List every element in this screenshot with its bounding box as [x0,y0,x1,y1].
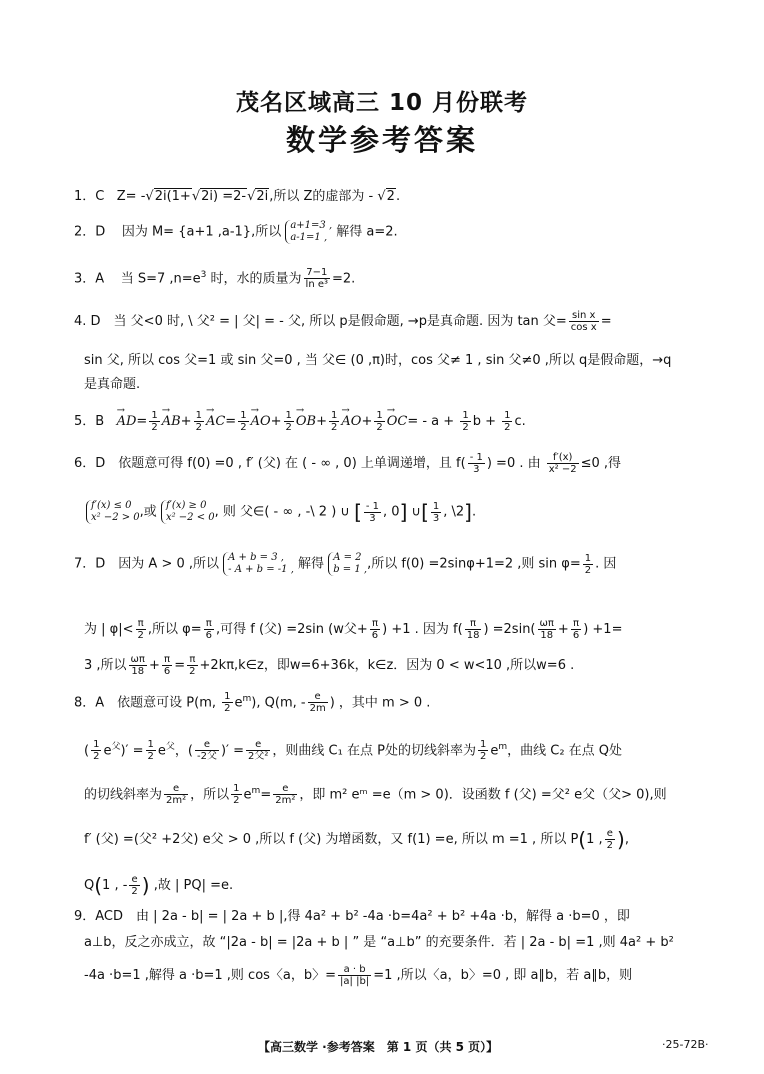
answer-key-title: 数学参考答案 [285,123,478,157]
answer-4: 4. D 当 父<0 时, \ 父² = | 父| = - 父, 所以 p是假命题, →p是真命题. 因为 tan 父= $\frac{\text{sin x}}{\text{cos x}}$ = [74,310,612,333]
footer-label: 【高三数学 ·参考答案 第 1 页（共 5 页）】 [258,1040,499,1054]
answer-6-line-2: f′(x) ≤ 0 x² −2 > 0,或 f′(x) ≥ 0 x² −2 < 0, 则 父∈( - ∞ , -\ 2 ) ∪ [ $\frac{- 1}{3}$ , 0] ∪[ $\frac{1}{3}$ , \2]. [86,500,476,524]
footer-code: ·25-72B· [662,1038,709,1051]
answer-4-line-2: sin 父, 所以 cos 父=1 或 sin 父=0 , 当 父∈ (0 ,π)时，cos 父≠ 1 , sin 父≠0 ,所以 q是假命题，→q [84,353,672,368]
equation-system: a+1=3 , a-1=1 , [285,220,332,244]
answer-7: 7．D 因为 A > 0 ,所以 A + b = 3 , - A + b = -1 , 解得 A = 2 b = 1 ,,所以 f(0) =2sinφ+1=2 ,则 sin φ= $\frac{1}{2}$ . 因 [74,552,617,576]
answer-4-line-3: 是真命题. [84,377,141,392]
answer-7-line-3: 3 ,所以 $\frac{\omega\pi}{18}$ + $\frac{\pi}{6}$ = $\frac{\pi}{2}$ +2kπ,k∈z，即w=6+36k，k∈z．因为 0 < w<10 ,所以w=6 . [84,654,575,677]
answer-8: 8．A 依题意可设 P(m, $\frac{1}{2}$ $e^m$), Q(m, - $\frac{e}{2m}$ ) ，其中 m > 0 . [74,691,431,715]
answer-1: 1．C Z= -√2i(1+√2i) =2-√2i,所以 Z的虚部为 - √2. [74,189,401,204]
answer-8-line-5: Q(1 , - $\frac{e}{2}$ ) ,故 | PQ| =e. [84,873,234,898]
answer-9-line-3: -4a ·b=1 ,解得 a ·b=1 ,则 cos〈a，b〉= $\frac{a \cdot b}{|a| |b|}$ =1 ,所以〈a，b〉=0 , 即 a∥b，若 a∥b，则 [84,964,633,987]
answer-8-line-4: f′ (父) =(父² +2父) e父 > 0 ,所以 f (父) 为增函数，又 f(1) =e, 所以 m =1 , 所以 P(1 , $\frac{e}{2}$ ), [84,827,629,852]
answer-8-line-2: ( $\frac{1}{2}$ $e^父)'$ = $\frac{1}{2}$ $e^父$，( $\frac{e}{\text{-2父}}$ )′ = $\frac{e}{\text{2父²}}$ ，则曲线 C₁ 在点 P处的切线斜率为 $\frac{1}{2}$ $e^m$，曲线 C₂ 在点 Q处 [84,739,623,763]
answer-3: 3．A 当 S=7 $,n=e^3$ 时，水的质量为 $\frac{7-1}{\text{ln e³}}$ =2. [74,267,356,291]
answer-2: 2．D 因为 M= {a+1 ,a-1},所以 a+1=3 , a-1=1 , 解得 a=2. [74,220,398,243]
answer-6: 6．D 依题意可得 f(0) =0 , f′ (父) 在 ( - ∞ , 0) 上单调递增，且 f( $\frac{- 1}{3}$ ) =0 . 由 $\frac{f'(x)}{\text{x² −2}}$ ≤0 ,得 [74,452,622,475]
exam-title: 茂名区域高三 10 月份联考 [235,90,529,116]
answer-9-line-2: a⊥b，反之亦成立，故 “|2a - b| = |2a + b | ” 是 “a⊥b” 的充要条件．若 | 2a - b| =1 ,则 4a² + b² [84,935,674,950]
answer-5: 5．B → AD= $\frac{1}{2}$ → AB+ $\frac{1}{2}$ → AC= $\frac{1}{2}$ → AO+ $\frac{1}{2}$ → OB+ $\frac{1}{2}$ → AO+ $\frac{1}{2}$ → OC= - a + $\frac{1}{2}$ b + $\frac{1}{2}$ c. [74,410,526,433]
answer-9: 9．ACD 由 | 2a - b| = | 2a + b |,得 4a² + b² -4a ·b=4a² + b² +4a ·b，解得 a ·b=0 ，即 [74,909,630,924]
answer-7-line-2: 为 | φ|< $\frac{\pi}{2}$ ,所以 φ= $\frac{\pi}{6}$ ,可得 f (父) =2sin (w父+ $\frac{\pi}{6}$ ) +1 . 因为 f( $\frac{\pi}{18}$ ) =2sin( $\frac{\omega\pi}{18}$ + $\frac{\pi}{6}$ ) +1= [84,618,623,641]
answer-8-line-3: 的切线斜率为 $\frac{e}{\text{2m²}}$ ，所以 $\frac{1}{2}$ $e^m=$ $\frac{e}{\text{2m²}}$ ，即 m² eᵐ =e（m > 0)．设函数 f (父) =父² e父（父> 0),则 [84,783,667,807]
